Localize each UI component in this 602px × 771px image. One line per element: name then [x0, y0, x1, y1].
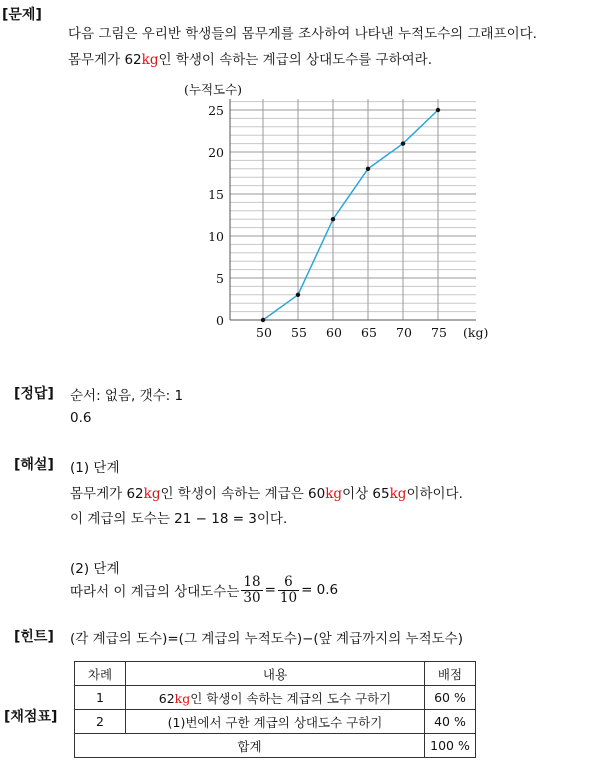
row-order: 1: [75, 686, 126, 710]
table-row: [75, 710, 476, 734]
x-tick-label: 60: [326, 325, 342, 340]
result-value: = 0.6: [301, 582, 339, 598]
y-tick-label: 5: [216, 271, 224, 286]
x-tick-label: 55: [291, 325, 307, 340]
x-tick-label: 70: [396, 325, 412, 340]
scoring-table: [74, 661, 476, 758]
answer-tag: [정답]: [14, 386, 54, 402]
x-tick-label: 50: [256, 325, 272, 340]
x-tick-label: 65: [361, 325, 377, 340]
cumulative-frequency-chart: [0, 0, 602, 360]
header-points: 배점: [425, 662, 476, 686]
answer-line-1: 순서: 없음, 갯수: 1: [70, 388, 184, 404]
row-content: [126, 710, 425, 734]
equals-sign: =: [264, 582, 276, 598]
row-content-post: 인 학생이 속하는 계급의 도수 구하기: [190, 690, 392, 706]
scoring-tag: [채점표]: [4, 709, 58, 725]
header-order: 차례: [75, 662, 126, 686]
fraction-denominator: 30: [243, 589, 261, 606]
table-total-row: [75, 734, 476, 758]
chart-grid: [230, 99, 476, 320]
data-point: [366, 167, 370, 171]
data-point: [331, 217, 335, 221]
row-content: [126, 686, 425, 710]
explanation-line-2: 이 계급의 도수는 21 − 18 = 3이다.: [70, 511, 288, 527]
fraction-numerator: 6: [278, 575, 299, 591]
y-tick-label: 25: [208, 103, 224, 118]
series-line: [263, 110, 438, 320]
explanation-tag: [해설]: [14, 457, 54, 473]
explanation-step-2: (2) 단계: [70, 561, 120, 577]
explanation-line-1: [70, 482, 463, 502]
data-point: [261, 318, 265, 322]
fraction-6-10: [278, 575, 299, 606]
unit-kg: kg: [143, 486, 161, 502]
data-point: [296, 293, 300, 297]
data-point: [401, 141, 405, 145]
row-content-pre: 62: [158, 690, 175, 706]
unit-kg: kg: [389, 486, 407, 502]
explanation-line-3: [70, 572, 338, 608]
fraction-denominator: 10: [279, 589, 298, 606]
row-points: 60 %: [425, 686, 476, 710]
row-order: 2: [75, 710, 126, 734]
total-label: 합계: [75, 734, 425, 758]
y-tick-label: 15: [208, 187, 224, 202]
chart-series: [261, 108, 440, 322]
fraction-18-30: [241, 575, 262, 606]
fraction-numerator: 18: [243, 573, 261, 590]
y-tick-label: 0: [216, 313, 224, 328]
explanation-line-1-c: 이상 65: [342, 486, 390, 502]
hint-tag: [힌트]: [14, 629, 54, 645]
problem-line-2-pre: 몸무게가 62: [68, 52, 142, 68]
row-points: 40 %: [425, 710, 476, 734]
x-tick-label: 75: [431, 325, 447, 340]
explanation-line-1-a: 몸무게가 62: [70, 486, 144, 502]
data-point: [436, 108, 440, 112]
unit-kg: kg: [325, 486, 343, 502]
hint-text: (각 계급의 도수)=(그 계급의 누적도수)−(앞 계급까지의 누적도수): [70, 631, 463, 647]
y-axis-label: (누적도수): [184, 82, 243, 97]
x-axis-label: (kg): [463, 325, 489, 340]
row-content-pre: (1)번에서 구한 계급의 상대도수 구하기: [167, 714, 383, 730]
unit-kg: kg: [141, 52, 159, 68]
y-tick-label: 20: [208, 145, 224, 160]
explanation-line-1-d: 이하이다.: [406, 486, 463, 502]
y-tick-label: 10: [208, 229, 224, 244]
table-row: [75, 686, 476, 710]
problem-tag: [문제]: [2, 7, 42, 23]
explanation-line-3-pre: 따라서 이 계급의 상대도수는: [70, 584, 240, 600]
table-header-row: [75, 662, 476, 686]
problem-line-1: 다음 그림은 우리반 학생들의 몸무게를 조사하여 나타낸 누적도수의 그래프이다.: [68, 26, 537, 42]
unit-kg: kg: [174, 690, 191, 706]
problem-line-2-post: 인 학생이 속하는 계급의 상대도수를 구하여라.: [158, 52, 432, 68]
total-points: 100 %: [425, 734, 476, 758]
explanation-line-1-b: 인 학생이 속하는 계급은 60: [160, 486, 326, 502]
answer-line-2: 0.6: [70, 410, 92, 426]
explanation-step-1: (1) 단계: [70, 460, 120, 476]
header-content: 내용: [126, 662, 425, 686]
